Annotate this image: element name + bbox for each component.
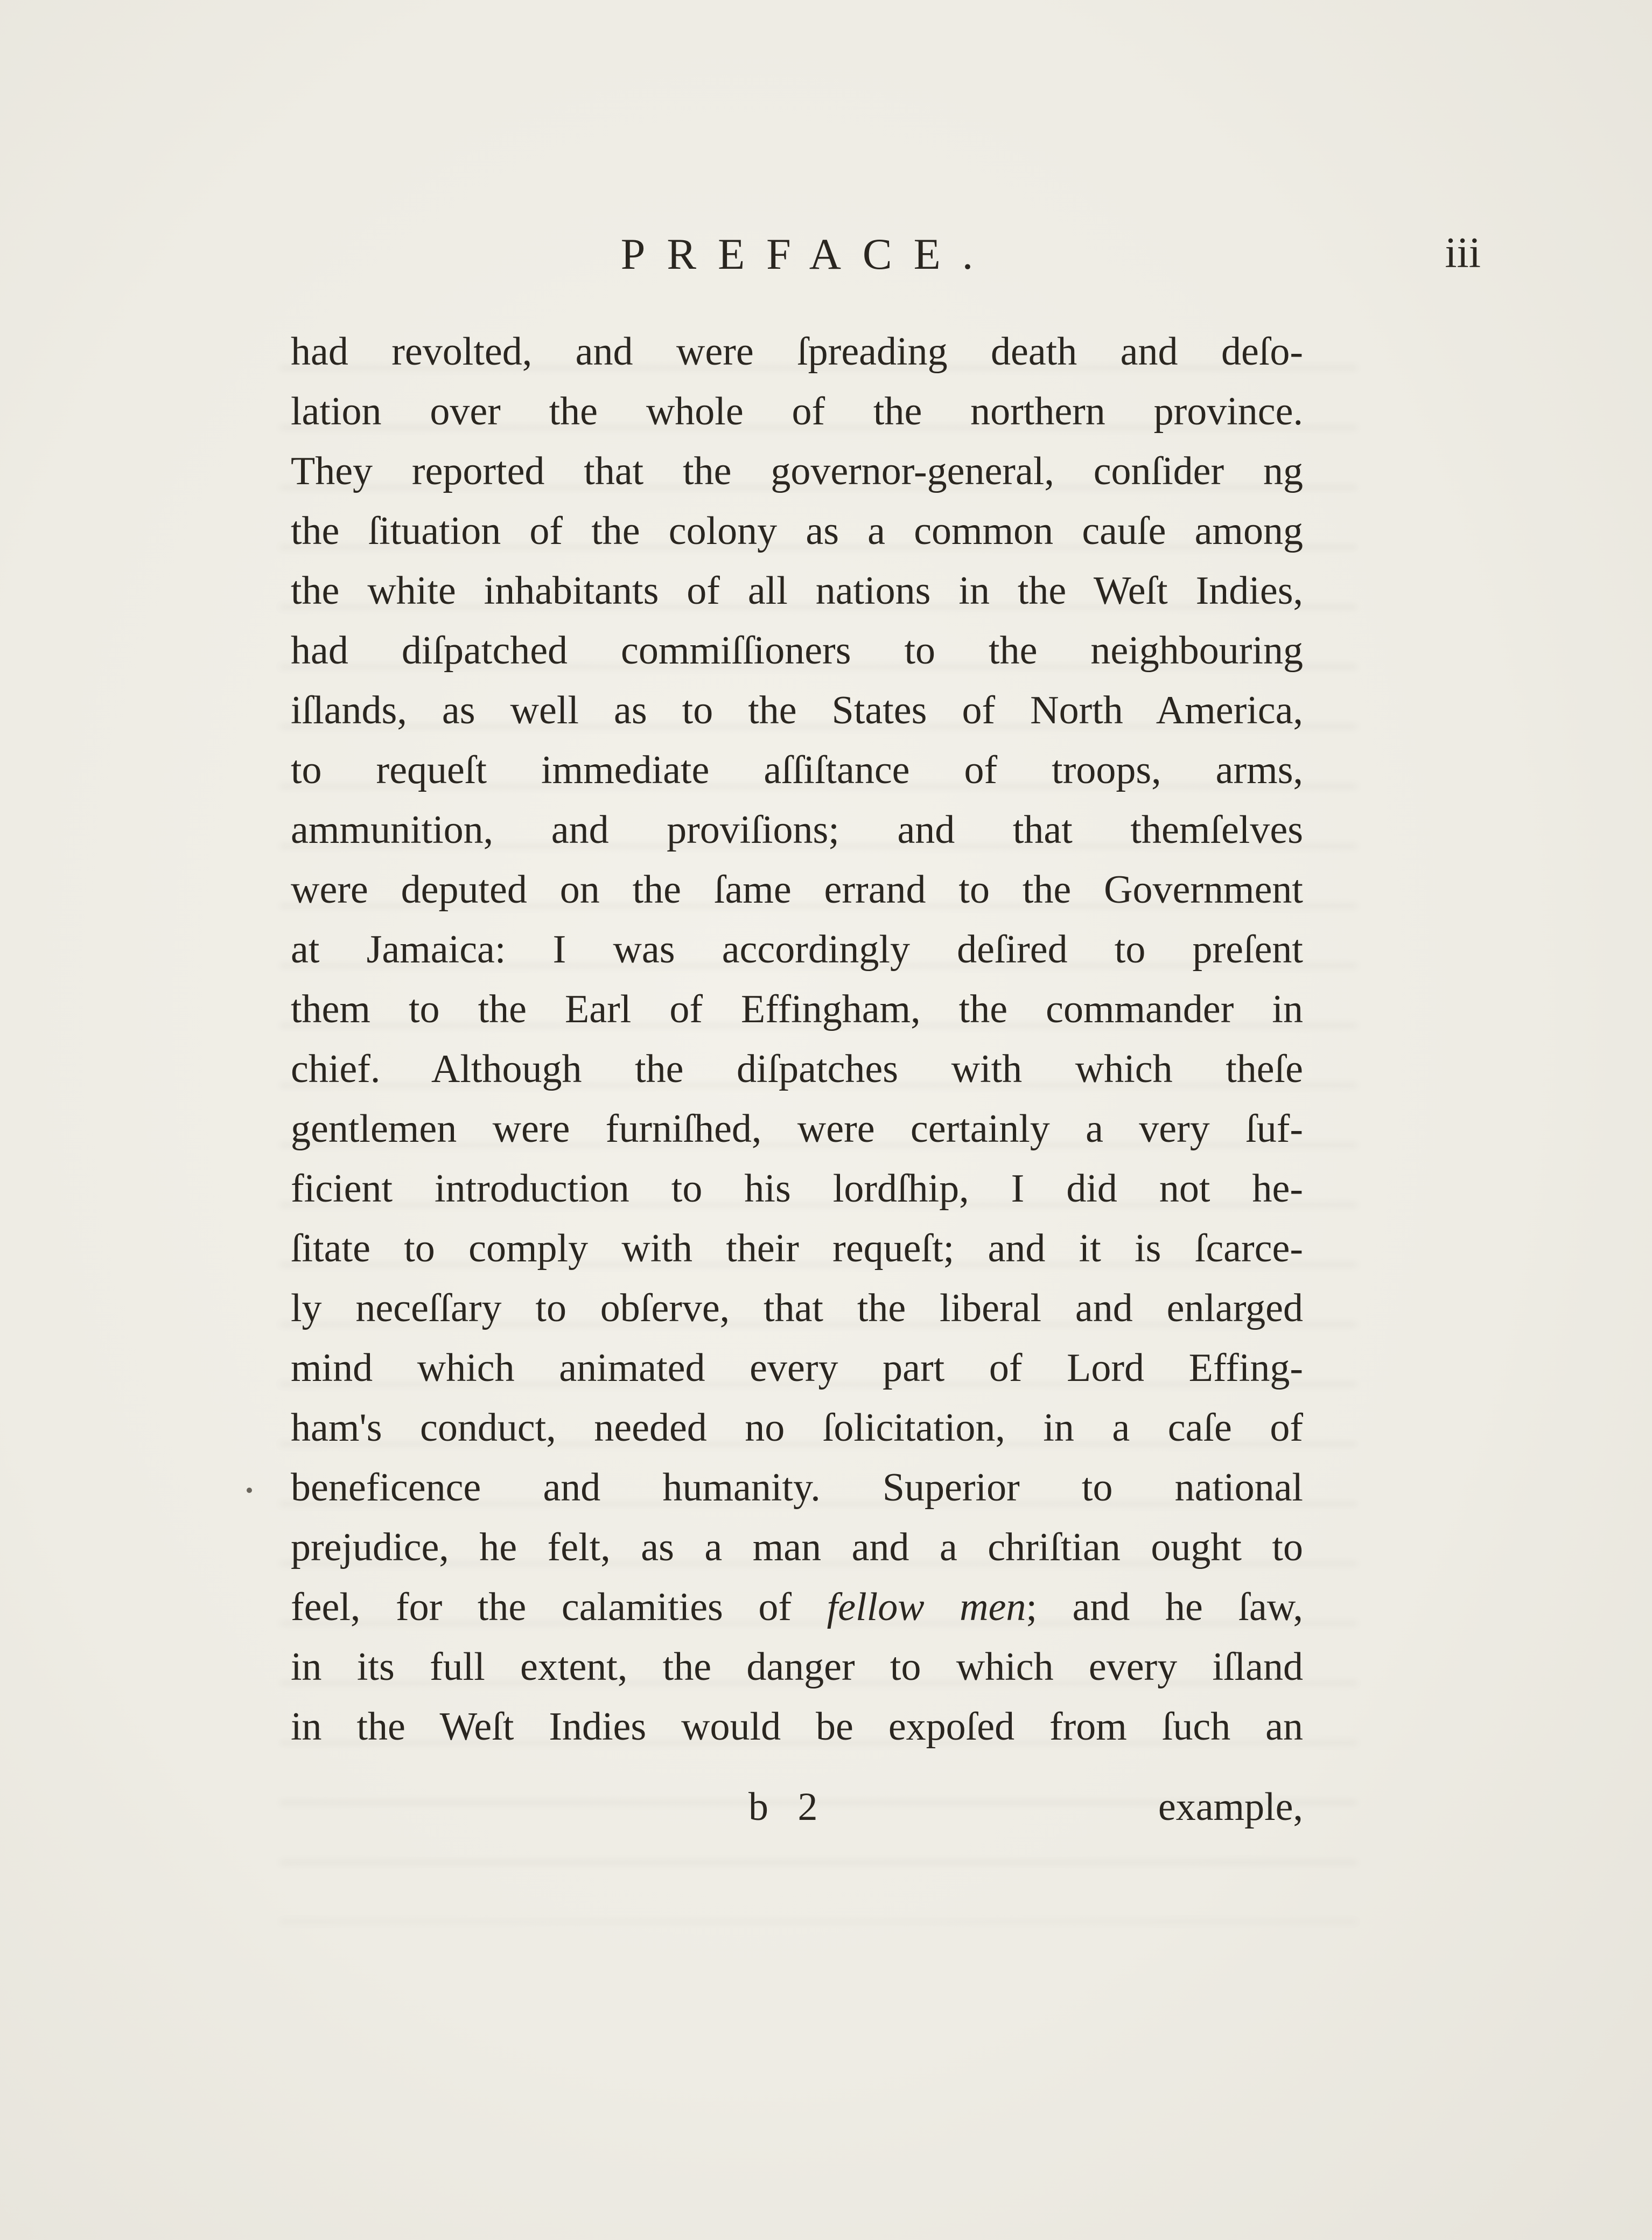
text-line: gentlemen were furniſhed, were certainly a very ſuf- (291, 1107, 1303, 1151)
text-line: chief. Although the diſpatches with which theſe (291, 1047, 1303, 1091)
text-line: ammunition, and proviſions; and that themſelves (291, 808, 1303, 852)
body-text (291, 322, 1303, 1757)
text-line: the ſituation of the colony as a common cauſe among (291, 509, 1303, 553)
text-line: ly neceſſary to obſerve, that the liberal and enlarged (291, 1286, 1303, 1330)
text-line: ſitate to comply with their requeſt; and it is ſcarce- (291, 1226, 1303, 1271)
running-header-title: PREFACE. (620, 229, 995, 278)
text-line: to requeſt immediate aſſiſtance of troops, arms, (291, 748, 1303, 792)
text-line-with-italic (291, 1578, 1303, 1637)
text-line: ham's conduct, needed no ſolicitation, in a caſe of (291, 1406, 1303, 1450)
text-line: them to the Earl of Effingham, the commander in (291, 987, 1303, 1031)
signature-mark: b 2 (748, 1785, 828, 1829)
text-line: ficient introduction to his lordſhip, I did not he- (291, 1167, 1303, 1211)
text-line: had revolted, and were ſpreading death and deſo- (291, 330, 1303, 374)
text-line: at Jamaica: I was accordingly deſired to preſent (291, 927, 1303, 972)
text-line: in its full extent, the danger to which every iſland (291, 1645, 1303, 1689)
text-line: beneficence and humanity. Superior to national (291, 1466, 1303, 1510)
text-line: in the Weſt Indies would be expoſed from ſuch an (291, 1705, 1303, 1749)
text-line: were deputed on the ſame errand to the Government (291, 868, 1303, 912)
text-segment: feel, for the calamities of (291, 1585, 792, 1629)
text-line: had diſpatched commiſſioners to the neighbouring (291, 629, 1303, 673)
text-line: prejudice, he felt, as a man and a chriſtian ought to (291, 1525, 1303, 1569)
text-line: lation over the whole of the northern province. (291, 389, 1303, 434)
catchword: example, (1158, 1785, 1303, 1829)
text-line: the white inhabitants of all nations in the Weſt Indies, (291, 569, 1303, 613)
text-line: iſlands, as well as to the States of North America, (291, 688, 1303, 732)
page-footer (291, 1777, 1303, 1837)
text-line: They reported that the governor-general, conſider ng (291, 449, 1303, 493)
page-number: iii (1445, 229, 1481, 277)
text-segment: ; and he ſaw, (1026, 1585, 1304, 1629)
italic-phrase: fellow men (827, 1585, 1026, 1629)
margin-mark (247, 1488, 252, 1493)
text-line: mind which animated every part of Lord Effing- (291, 1346, 1303, 1390)
